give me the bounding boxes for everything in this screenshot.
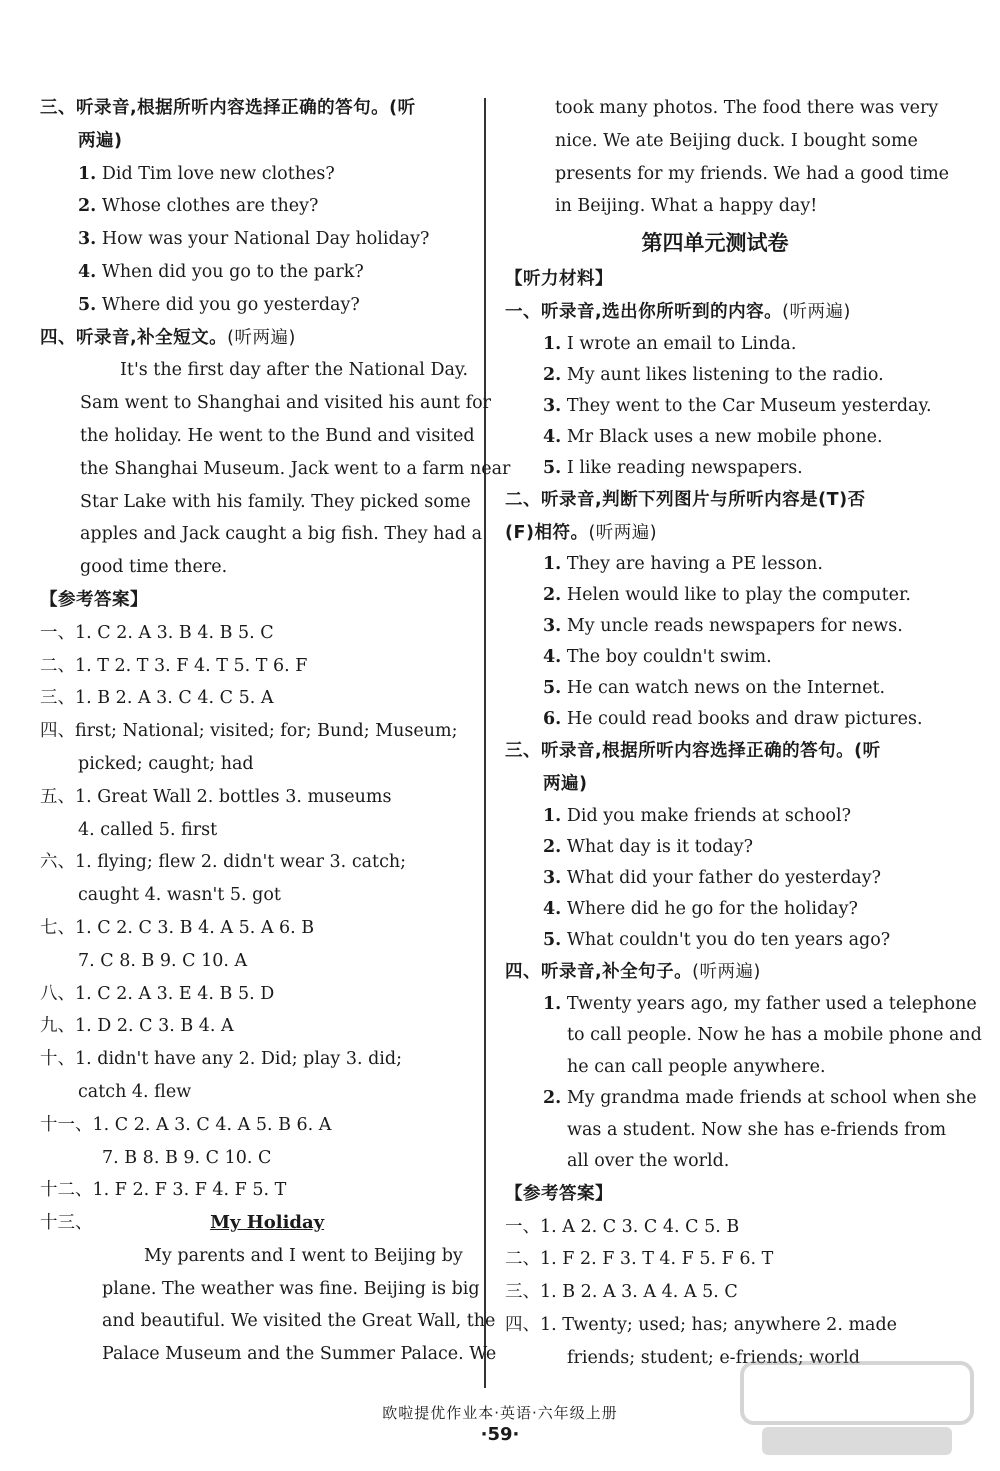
list-item: 4. Where did he go for the holiday? [543, 898, 858, 919]
list-item: 5. I like reading newspapers. [543, 457, 803, 478]
watermark-logo [732, 1355, 982, 1465]
list-item: 2. My aunt likes listening to the radio. [543, 364, 884, 385]
section-4-title: 四、听录音,补全句子。(听两遍) [505, 961, 761, 982]
passage-line: Sam went to Shanghai and visited his aunt for [80, 393, 491, 414]
essay-line: plane. The weather was fine. Beijing is big [102, 1278, 480, 1299]
answer-line: 7. C 8. B 9. C 10. A [78, 950, 248, 971]
passage-line: Star Lake with his family. They picked some [80, 491, 471, 512]
section-3-title: 三、听录音,根据所听内容选择正确的答句。(听 [505, 741, 881, 762]
essay-line: took many photos. The food there was very [555, 98, 939, 118]
answer-line: 四、first; National; visited; for; Bund; Museum; [40, 721, 458, 742]
answers-header: 【参考答案】 [505, 1183, 613, 1204]
essay-line: Palace Museum and the Summer Palace. We [102, 1344, 497, 1365]
list-item: 3. What did your father do yesterday? [543, 867, 882, 888]
list-item: 2. Helen would like to play the computer. [543, 585, 911, 606]
section-4-title: 四、听录音,补全短文。(听两遍) [40, 327, 296, 348]
passage-line: apples and Jack caught a big fish. They had a [80, 524, 483, 545]
essay-line: and beautiful. We visited the Great Wall, the [102, 1311, 496, 1332]
answer-line: catch 4. flew [78, 1081, 192, 1102]
answer-line: 一、1. C 2. A 3. B 4. B 5. C [40, 622, 274, 643]
list-item: 5. Where did you go yesterday? [78, 294, 360, 315]
sentence-line: to call people. Now he has a mobile phone and [567, 1025, 982, 1046]
list-item: 5. He can watch news on the Internet. [543, 678, 886, 699]
page-number: ·59· [480, 1424, 520, 1445]
list-item: 4. The boy couldn't swim. [543, 647, 772, 668]
essay-label: 十三、 [40, 1213, 93, 1234]
list-item: 2. What day is it today? [543, 836, 754, 857]
section-2-title: 二、听录音,判断下列图片与所听内容是(T)否 [505, 489, 866, 510]
sentence-line: 1. Twenty years ago, my father used a telephone [543, 993, 977, 1014]
section-3-title: 三、听录音,根据所听内容选择正确的答句。(听 [40, 98, 416, 118]
essay-heading [40, 1207, 470, 1240]
left-column [40, 92, 511, 1371]
passage-line: good time there. [80, 557, 228, 578]
answer-line: 十一、1. C 2. A 3. C 4. A 5. B 6. A [40, 1114, 332, 1135]
essay-line: nice. We ate Beijing duck. I bought some [555, 130, 918, 151]
answer-line: 四、1. Twenty; used; has; anywhere 2. made [505, 1314, 898, 1335]
list-item: 3. My uncle reads newspapers for news. [543, 616, 903, 637]
answer-line: caught 4. wasn't 5. got [78, 885, 281, 906]
column-divider [484, 98, 486, 1388]
unit-title: 第四单元测试卷 [641, 231, 789, 256]
passage-line: the Shanghai Museum. Jack went to a farm near [80, 458, 511, 479]
section-3-title-cont: 两遍) [78, 130, 123, 151]
list-item: 2. Whose clothes are they? [78, 196, 319, 217]
section-1-title: 一、听录音,选出你所听到的内容。(听两遍) [505, 301, 851, 322]
answer-line: 十二、1. F 2. F 3. F 4. F 5. T [40, 1180, 287, 1201]
answer-line: 三、1. B 2. A 3. C 4. C 5. A [40, 688, 274, 709]
essay-line: in Beijing. What a happy day! [555, 196, 818, 217]
list-item: 6. He could read books and draw pictures. [543, 709, 923, 730]
list-item: 5. What couldn't you do ten years ago? [543, 929, 891, 950]
passage-line: the holiday. He went to the Bund and visited [80, 425, 475, 446]
answer-line: 一、1. A 2. C 3. C 4. C 5. B [505, 1216, 740, 1237]
list-item: 4. When did you go to the park? [78, 261, 364, 282]
material-header: 【听力材料】 [505, 269, 613, 290]
answer-line: 五、1. Great Wall 2. bottles 3. museums [40, 786, 392, 807]
answer-line: 三、1. B 2. A 3. A 4. A 5. C [505, 1282, 738, 1303]
list-item: 4. Mr Black uses a new mobile phone. [543, 426, 883, 447]
answer-line: picked; caught; had [78, 753, 254, 774]
sentence-line: 2. My grandma made friends at school when she [543, 1088, 977, 1109]
answer-line: friends; student; e-friends; world [567, 1347, 860, 1368]
list-item: 1. Did you make friends at school? [543, 805, 852, 826]
list-item: 1. I wrote an email to Linda. [543, 333, 797, 354]
answer-line: 7. B 8. B 9. C 10. C [102, 1147, 272, 1168]
sentence-line: all over the world. [567, 1151, 730, 1172]
answers-header: 【参考答案】 [40, 589, 148, 610]
section-3-title-cont: 两遍) [543, 774, 588, 795]
list-item: 1. They are having a PE lesson. [543, 554, 823, 575]
answer-line: 七、1. C 2. C 3. B 4. A 5. A 6. B [40, 917, 315, 938]
answer-line: 二、1. F 2. F 3. T 4. F 5. F 6. T [505, 1249, 774, 1270]
list-item: 3. They went to the Car Museum yesterday. [543, 395, 932, 416]
answer-line: 4. called 5. first [78, 819, 218, 840]
book-footer: 欧啦提优作业本·英语·六年级上册 [382, 1404, 618, 1422]
essay-title: My Holiday [210, 1212, 325, 1234]
essay-line: presents for my friends. We had a good time [555, 163, 950, 184]
answer-line: 二、1. T 2. T 3. F 4. T 5. T 6. F [40, 655, 308, 676]
answer-line: 六、1. flying; flew 2. didn't wear 3. catch; [40, 852, 407, 873]
list-item: 1. Did Tim love new clothes? [78, 163, 335, 184]
sentence-line: he can call people anywhere. [567, 1056, 826, 1077]
sentence-line: was a student. Now she has e-friends from [567, 1119, 947, 1140]
right-column [505, 92, 982, 1375]
passage-line: It's the first day after the National Day. [120, 360, 469, 381]
essay-line: My parents and I went to Beijing by [144, 1245, 463, 1266]
answer-line: 十、1. didn't have any 2. Did; play 3. did; [40, 1049, 402, 1070]
answer-line: 八、1. C 2. A 3. E 4. B 5. D [40, 983, 275, 1004]
list-item: 3. How was your National Day holiday? [78, 229, 430, 250]
section-2-title-cont: (F)相符。(听两遍) [505, 522, 658, 543]
answer-line: 九、1. D 2. C 3. B 4. A [40, 1016, 234, 1037]
